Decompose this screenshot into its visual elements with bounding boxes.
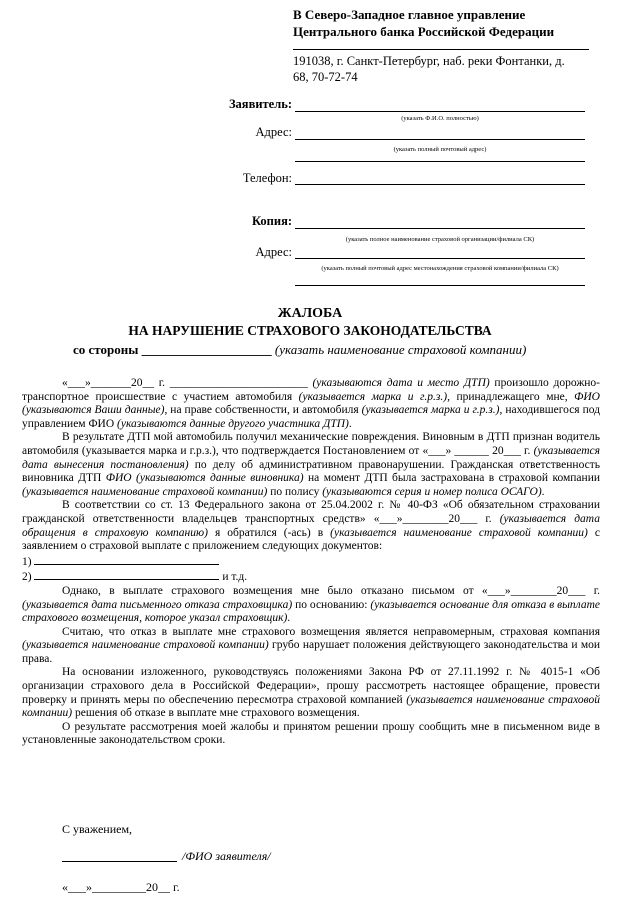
list-item-2-field[interactable] <box>34 569 219 580</box>
applicant-hint: (указать Ф.И.О. полностью) <box>401 115 479 122</box>
copy-label: Копия: <box>251 214 292 228</box>
document-subtitle: НА НАРУШЕНИЕ СТРАХОВОГО ЗАКОНОДАТЕЛЬСТВА <box>128 323 492 338</box>
recipient-name: В Северо-Западное главное управление Центрального банка Российской Федерации <box>293 7 555 39</box>
paragraph-refusal: Однако, в выплате страхового возмещения мне было отказано письмом от «___»________20___ г. (указывается дата письменного отказа страховщика) по основанию: (указывается основание для отказа в выплате страхового возмещения, которое указал страховщик). <box>22 584 600 625</box>
copy-address-field[interactable] <box>295 258 585 259</box>
paragraph-violation: Считаю, что отказ в выплате мне страхового возмещения является неправомерным, страховая компания (указывается наименование страховой компании) грубо нарушает положения действующего законодательства и мои права. <box>22 625 600 665</box>
paragraph-request: На основании изложенного, руководствуясь положениями Закона РФ от 27.11.1992 г. № 4015-1 «Об организации страхового дела в Российской Федерации», прошу рассмотреть настоящее обращение, провести проверку и принять меры по обеспечению пересмотра страховой компанией (указывается наименование страховой компании) решения об отказе в выплате мне страхового возмещения. <box>22 666 600 720</box>
address-label: Адрес: <box>255 125 292 139</box>
closing-date: «___»_________20__ г. <box>62 880 180 894</box>
list-item-1-field[interactable] <box>34 554 219 565</box>
document-list-item-2: 2) и т.д. <box>22 571 248 584</box>
signature-field[interactable] <box>62 861 177 862</box>
byline-hint: (указать наименование страховой компании) <box>274 342 527 357</box>
byline-prefix: со стороны ____________________ <box>73 342 272 357</box>
phone-field[interactable] <box>295 184 585 185</box>
applicant-field[interactable] <box>295 111 585 112</box>
copy-address-hint: (указать полный почтовый адрес местонахождения страховой компании/филиала СК) <box>321 265 559 272</box>
recipient-address: 191038, г. Санкт-Петербург, наб. реки Фонтанки, д. 68, 70-72-74 <box>293 54 565 84</box>
paragraph-incident: «___»_______20__ г. ________________________ (указываются дата и место ДТП) произошло дорожно-транспортное происшествие с участием автомобиля (указывается марка и г.р.з.), принадлежащего мне, ФИО (указываются Ваши данные), на праве собственности, и автомобиля (указывается марка и г.р.з.), находившегося под управлением ФИО (указываются данные другого участника ДТП). <box>22 377 601 430</box>
address-field[interactable] <box>295 139 585 140</box>
address-field-2[interactable] <box>295 161 585 162</box>
copy-hint: (указать полное наименование страховой организации/филиала СК) <box>345 236 535 243</box>
address-hint: (указать полный почтовый адрес) <box>393 146 487 153</box>
document-list-item-1: 1) <box>22 554 600 570</box>
phone-label: Телефон: <box>242 171 292 185</box>
paragraph-claim: В соответствии со ст. 13 Федерального закона от 25.04.2002 г. № 40-ФЗ «Об обязательном страховании гражданской ответственности владельцев транспортных средств» «___»________20___ г. (указывается дата обращения в страховую компанию) я обратился (-ась) в (указывается наименование страховой компании) с заявлением о страховой выплате с приложением следующих документов: <box>22 499 600 553</box>
copy-address-label: Адрес: <box>255 245 292 259</box>
paragraph-notify: О результате рассмотрения моей жалобы и принятом решении прошу сообщить мне в письменном виде в установленные законодательством сроки. <box>22 720 600 747</box>
document-title: ЖАЛОБА <box>277 306 343 321</box>
paragraph-culprit: В результате ДТП мой автомобиль получил механические повреждения. Виновным в ДТП признан водитель автомобиля (указывается марка и г.р.з.), что подтверждается Постановлением от «___» ______ 20___ г. (указывается дата вынесения постановления) по делу об административном правонарушении. Гражданская ответственность виновника ДТП ФИО (указываются данные виновника) на момент ДТП была застрахована в страховой компании (указывается наименование страховой компании) по полису (указываются серия и номер полиса ОСАГО). <box>22 431 601 498</box>
signature-hint: /ФИО заявителя/ <box>182 849 271 863</box>
copy-address-field-2[interactable] <box>295 285 585 286</box>
complaint-body <box>22 377 600 748</box>
applicant-label: Заявитель: <box>228 97 292 111</box>
document-byline <box>73 342 526 358</box>
copy-field[interactable] <box>295 228 585 229</box>
closing-regards: С уважением, <box>62 822 133 836</box>
recipient-divider <box>293 49 589 50</box>
